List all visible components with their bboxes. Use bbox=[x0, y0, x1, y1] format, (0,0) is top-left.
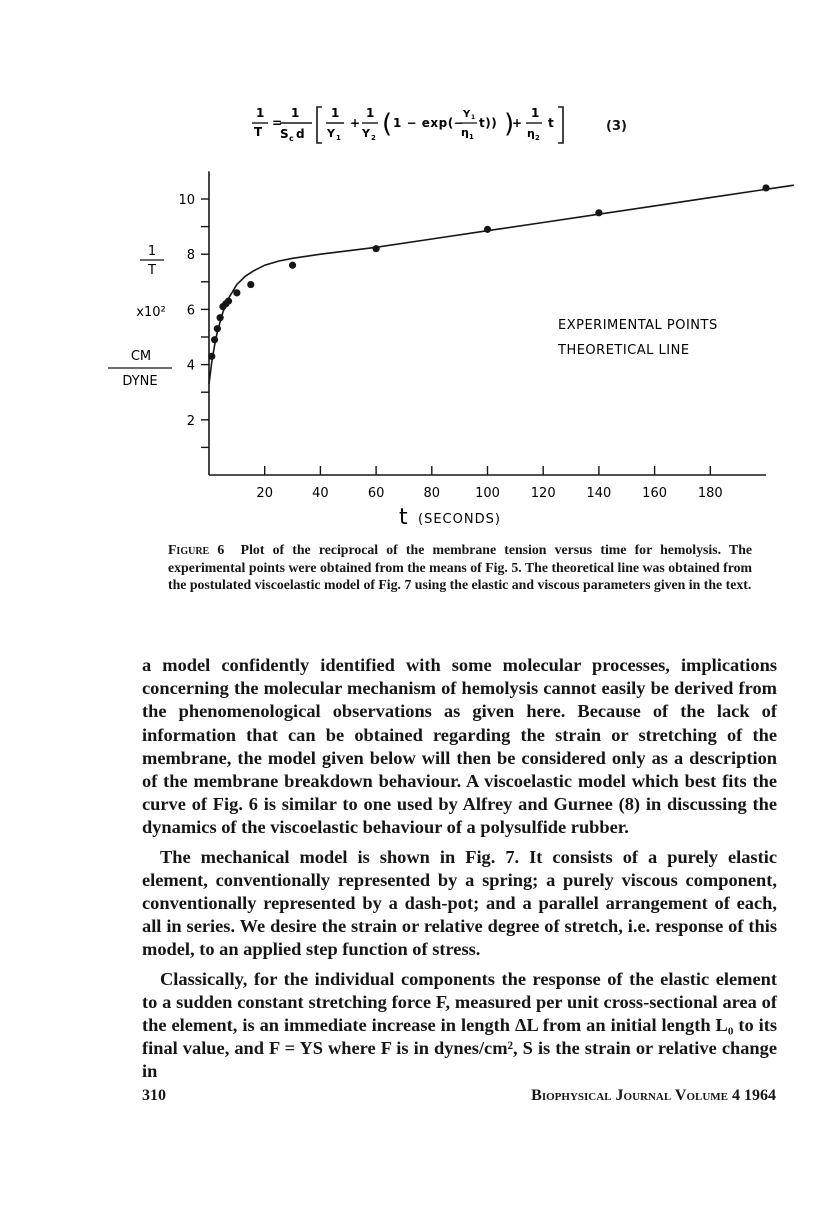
svg-text:2: 2 bbox=[371, 134, 377, 142]
data-point bbox=[211, 336, 218, 343]
chart-labels bbox=[108, 244, 718, 530]
svg-text:t: t bbox=[548, 116, 555, 130]
data-point bbox=[225, 298, 232, 305]
paragraph: a model confidently identified with some molecular processes, implications concerning the molecular mechanism of hemolysis cannot easily be derived from the phenomenological observations as given here. Because of the lack of information that can be obtained regarding the strain or stretching of the membrane, the model given below will then be considered only as a description of the membrane breakdown behaviour. A viscoelastic model which best fits the curve of Fig. 6 is similar to one used by Alfrey and Gurnee (8) in discussing the dynamics of the viscoelastic behaviour of a polysulfide rubber. bbox=[142, 655, 777, 838]
svg-text:1: 1 bbox=[331, 106, 340, 120]
x-tick-label: 140 bbox=[586, 486, 612, 501]
svg-text:η: η bbox=[527, 127, 536, 140]
theoretical-line bbox=[209, 185, 794, 384]
data-point bbox=[484, 226, 491, 233]
data-point bbox=[762, 184, 769, 191]
ylabel-scale: x10² bbox=[136, 305, 166, 320]
y-tick-label: 4 bbox=[186, 358, 195, 374]
svg-text:1 − exp(−: 1 − exp(− bbox=[393, 116, 465, 130]
svg-text:1: 1 bbox=[531, 106, 540, 120]
caption-text: Plot of the reciprocal of the membrane tension versus time for hemolysis. The experimental points were obtained from the means of Fig. 5. The theoretical line was obtained from the postulated viscoelastic model of Fig. 7 using the elastic and viscous parameters given in the text. bbox=[168, 542, 752, 593]
data-point bbox=[208, 353, 215, 360]
figure-caption bbox=[168, 541, 752, 594]
body-text bbox=[142, 654, 777, 1084]
x-tick-label: 120 bbox=[530, 486, 556, 501]
hemolysis-chart bbox=[0, 170, 816, 530]
svg-text:2: 2 bbox=[535, 134, 541, 142]
data-point bbox=[214, 325, 221, 332]
x-tick-label: 80 bbox=[423, 486, 441, 501]
svg-text:1: 1 bbox=[256, 106, 265, 120]
data-point bbox=[289, 262, 296, 269]
y-tick-label: 6 bbox=[186, 303, 195, 319]
data-point bbox=[233, 289, 240, 296]
x-tick-label: 20 bbox=[256, 486, 273, 501]
equation-graphic bbox=[250, 105, 590, 150]
data-point bbox=[217, 314, 224, 321]
svg-text:+: + bbox=[350, 116, 361, 130]
svg-text:1: 1 bbox=[336, 134, 342, 142]
svg-text:t)): t)) bbox=[479, 116, 498, 130]
ylabel-denominator: T bbox=[148, 263, 156, 278]
legend-theoretical: THEORETICAL LINE bbox=[558, 343, 690, 358]
svg-text:T: T bbox=[254, 125, 263, 139]
legend-experimental: EXPERIMENTAL POINTS bbox=[558, 318, 718, 333]
equation-number: (3) bbox=[606, 119, 627, 134]
xlabel-variable: t bbox=[399, 505, 408, 530]
data-point bbox=[373, 245, 380, 252]
svg-text:Y: Y bbox=[463, 109, 471, 120]
x-tick-label: 60 bbox=[367, 486, 385, 501]
svg-text:1: 1 bbox=[366, 106, 375, 120]
ylabel-unit-numerator: CM bbox=[130, 349, 152, 364]
svg-text:η: η bbox=[461, 126, 470, 139]
data-point bbox=[595, 209, 602, 216]
theoretical-line-series bbox=[209, 185, 794, 384]
y-tick-label: 2 bbox=[186, 413, 195, 429]
svg-text:Y: Y bbox=[362, 127, 371, 140]
svg-text:+: + bbox=[512, 116, 523, 130]
y-tick-label: 10 bbox=[178, 193, 195, 208]
svg-text:d: d bbox=[296, 127, 306, 141]
svg-text:Y: Y bbox=[327, 127, 336, 140]
svg-text:(: ( bbox=[382, 109, 393, 139]
equation-3 bbox=[250, 105, 590, 154]
paragraph: Classically, for the individual components the response of the elastic element to a sudden constant stretching force F, measured per unit cross-sectional area of the element, is an immediate increase in length ΔL from an initial length L₀ to its final value, and F = YS where F is in dynes/cm², S is the strain or relative change in bbox=[142, 968, 777, 1082]
x-tick-label: 40 bbox=[312, 486, 329, 501]
journal-footer: Biophysical Journal Volume 4 1964 bbox=[531, 1087, 776, 1104]
ylabel-numerator: 1 bbox=[147, 244, 157, 259]
x-tick-label: 180 bbox=[697, 486, 723, 501]
xlabel-unit: (SECONDS) bbox=[418, 512, 501, 527]
page-number: 310 bbox=[142, 1087, 166, 1104]
svg-text:=: = bbox=[272, 116, 283, 130]
figure-label: Figure 6 bbox=[168, 542, 225, 557]
svg-text:1: 1 bbox=[471, 114, 476, 121]
svg-text:): ) bbox=[504, 109, 515, 139]
svg-text:1: 1 bbox=[469, 133, 475, 141]
svg-text:1: 1 bbox=[291, 106, 300, 120]
svg-text:S: S bbox=[280, 127, 290, 141]
paragraph: The mechanical model is shown in Fig. 7. It consists of a purely elastic element, conventionally represented by a spring; a purely viscous component, conventionally represented by a dash-pot; and a parallel arrangement of each, all in series. We desire the strain or relative degree of stretch, i.e. response of this model, to an applied step function of stress. bbox=[142, 846, 777, 960]
x-tick-label: 100 bbox=[475, 486, 500, 501]
x-tick-label: 160 bbox=[642, 486, 668, 501]
svg-text:c: c bbox=[289, 134, 295, 143]
ylabel-unit-denominator: DYNE bbox=[122, 374, 158, 389]
experimental-points-series bbox=[208, 184, 769, 360]
y-tick-label: 8 bbox=[186, 248, 195, 264]
data-point bbox=[247, 281, 254, 288]
